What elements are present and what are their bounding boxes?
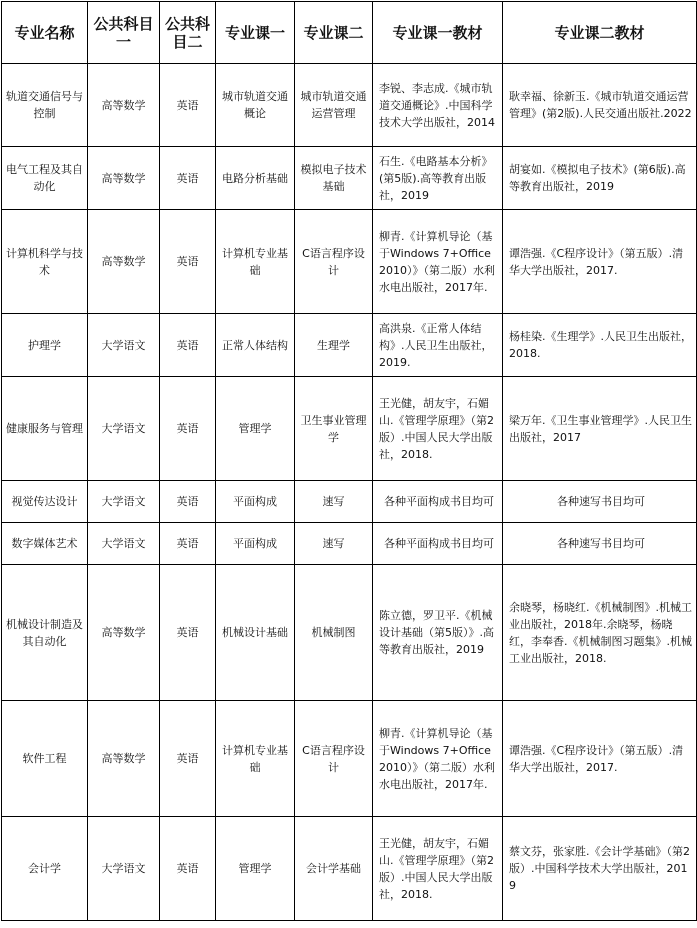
header-public-subject-2: 公共科目二	[160, 2, 216, 64]
course-1-cell: 城市轨道交通概论	[216, 64, 295, 147]
course-1-cell: 管理学	[216, 817, 295, 921]
header-public-subject-1: 公共科目一	[88, 2, 160, 64]
course-2-textbook-cell: 谭浩强.《C程序设计》（第五版）.清华大学出版社，2017.	[503, 210, 697, 314]
course-1-textbook-cell: 各种平面构成书目均可	[373, 481, 503, 523]
course-1-cell: 管理学	[216, 377, 295, 481]
course-1-cell: 电路分析基础	[216, 147, 295, 210]
course-2-cell: 城市轨道交通运营管理	[295, 64, 373, 147]
major-cell: 健康服务与管理	[2, 377, 88, 481]
public-subject-2-cell: 英语	[160, 523, 216, 565]
course-2-cell: 卫生事业管理学	[295, 377, 373, 481]
major-cell: 软件工程	[2, 701, 88, 817]
course-1-cell: 计算机专业基础	[216, 701, 295, 817]
course-1-textbook-cell: 柳青.《计算机导论（基于Windows 7+Office 2010）》（第二版）水利水电出版社，2017年.	[373, 701, 503, 817]
table-row	[2, 377, 697, 481]
public-subject-2-cell: 英语	[160, 210, 216, 314]
course-2-textbook-cell: 蔡文芬，张家胜.《会计学基础》（第2版）.中国科学技术大学出版社，2019	[503, 817, 697, 921]
major-cell: 计算机科学与技术	[2, 210, 88, 314]
course-1-textbook-cell: 石生.《电路基本分析》(第5版).高等教育出版社，2019	[373, 147, 503, 210]
course-2-cell: 速写	[295, 481, 373, 523]
course-1-cell: 机械设计基础	[216, 565, 295, 701]
header-course-2: 专业课二	[295, 2, 373, 64]
major-cell: 护理学	[2, 314, 88, 377]
public-subject-1-cell: 大学语文	[88, 377, 160, 481]
course-2-textbook-cell: 杨桂染.《生理学》.人民卫生出版社，2018.	[503, 314, 697, 377]
public-subject-1-cell: 高等数学	[88, 147, 160, 210]
header-row	[2, 2, 697, 64]
public-subject-1-cell: 大学语文	[88, 523, 160, 565]
public-subject-1-cell: 高等数学	[88, 210, 160, 314]
table-row	[2, 64, 697, 147]
major-cell: 轨道交通信号与控制	[2, 64, 88, 147]
table-row	[2, 314, 697, 377]
course-1-textbook-cell: 王光健，胡友宇，石媚山.《管理学原理》（第2版）.中国人民大学出版社，2018.	[373, 817, 503, 921]
public-subject-2-cell: 英语	[160, 147, 216, 210]
public-subject-1-cell: 大学语文	[88, 481, 160, 523]
header-course-2-textbook: 专业课二教材	[503, 2, 697, 64]
major-course-table	[1, 1, 697, 921]
course-2-textbook-cell: 胡宴如.《模拟电子技术》(第6版).高等教育出版社，2019	[503, 147, 697, 210]
major-cell: 电气工程及其自动化	[2, 147, 88, 210]
table-row	[2, 481, 697, 523]
course-2-textbook-cell: 耿幸福、徐新玉.《城市轨道交通运营管理》(第2版).人民交通出版社.2022	[503, 64, 697, 147]
header-major: 专业名称	[2, 2, 88, 64]
course-1-textbook-cell: 李锐、李志成.《城市轨道交通概论》.中国科学技术大学出版社，2014	[373, 64, 503, 147]
course-2-cell: 生理学	[295, 314, 373, 377]
course-2-cell: 机械制图	[295, 565, 373, 701]
public-subject-1-cell: 大学语文	[88, 817, 160, 921]
major-cell: 机械设计制造及其自动化	[2, 565, 88, 701]
course-1-textbook-cell: 王光健，胡友宇，石媚山.《管理学原理》（第2版）.中国人民大学出版社，2018.	[373, 377, 503, 481]
table-row	[2, 147, 697, 210]
table-row	[2, 817, 697, 921]
public-subject-2-cell: 英语	[160, 377, 216, 481]
major-cell: 视觉传达设计	[2, 481, 88, 523]
public-subject-2-cell: 英语	[160, 64, 216, 147]
header-course-1-textbook: 专业课一教材	[373, 2, 503, 64]
public-subject-1-cell: 大学语文	[88, 314, 160, 377]
course-2-textbook-cell: 梁万年.《卫生事业管理学》.人民卫生出版社，2017	[503, 377, 697, 481]
course-1-cell: 计算机专业基础	[216, 210, 295, 314]
public-subject-2-cell: 英语	[160, 701, 216, 817]
table-row	[2, 701, 697, 817]
public-subject-2-cell: 英语	[160, 481, 216, 523]
course-1-textbook-cell: 柳青.《计算机导论（基于Windows 7+Office 2010）》（第二版）水利水电出版社，2017年.	[373, 210, 503, 314]
course-1-textbook-cell: 各种平面构成书目均可	[373, 523, 503, 565]
major-cell: 会计学	[2, 817, 88, 921]
public-subject-1-cell: 高等数学	[88, 701, 160, 817]
course-2-cell: 模拟电子技术基础	[295, 147, 373, 210]
course-2-cell: C语言程序设计	[295, 210, 373, 314]
major-cell: 数字媒体艺术	[2, 523, 88, 565]
course-2-textbook-cell: 各种速写书目均可	[503, 523, 697, 565]
course-2-cell: 会计学基础	[295, 817, 373, 921]
course-2-textbook-cell: 余晓琴，杨晓红.《机械制图》.机械工业出版社，2018年.余晓琴，杨晓红，李奉香.《机械制图习题集》.机械工业出版社，2018.	[503, 565, 697, 701]
course-2-cell: C语言程序设计	[295, 701, 373, 817]
table-row	[2, 565, 697, 701]
course-1-textbook-cell: 高洪泉.《正常人体结构》.人民卫生出版社，2019.	[373, 314, 503, 377]
header-course-1: 专业课一	[216, 2, 295, 64]
course-2-cell: 速写	[295, 523, 373, 565]
public-subject-1-cell: 高等数学	[88, 64, 160, 147]
public-subject-1-cell: 高等数学	[88, 565, 160, 701]
public-subject-2-cell: 英语	[160, 314, 216, 377]
course-1-cell: 平面构成	[216, 523, 295, 565]
course-1-cell: 正常人体结构	[216, 314, 295, 377]
public-subject-2-cell: 英语	[160, 817, 216, 921]
course-2-textbook-cell: 谭浩强.《C程序设计》（第五版）.清华大学出版社，2017.	[503, 701, 697, 817]
table-row	[2, 210, 697, 314]
course-2-textbook-cell: 各种速写书目均可	[503, 481, 697, 523]
course-1-cell: 平面构成	[216, 481, 295, 523]
table-row	[2, 523, 697, 565]
course-1-textbook-cell: 陈立德，罗卫平.《机械设计基础（第5版）》.高等教育出版社，2019	[373, 565, 503, 701]
public-subject-2-cell: 英语	[160, 565, 216, 701]
